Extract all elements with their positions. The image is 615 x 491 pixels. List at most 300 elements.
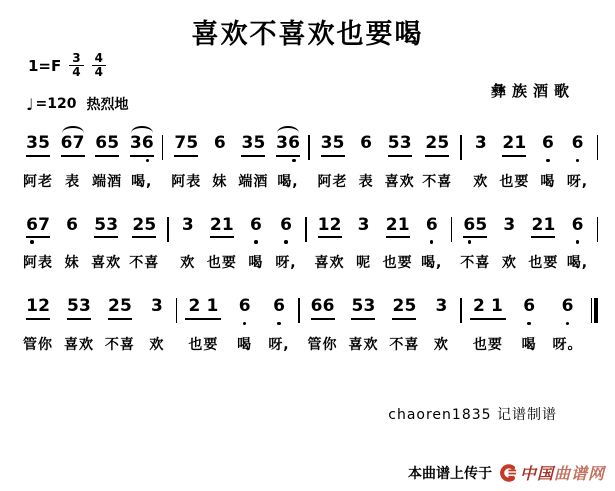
note-digit: 3 xyxy=(503,214,516,235)
note-digits xyxy=(214,134,226,157)
note-group xyxy=(91,208,121,273)
measure xyxy=(16,208,166,273)
note-digits xyxy=(241,134,265,157)
note-digits xyxy=(531,216,555,239)
note-digits xyxy=(250,216,262,239)
note-digit: 6 xyxy=(561,296,574,317)
lyric-syllable: 不喜 xyxy=(389,336,420,353)
note-digit: 5 xyxy=(186,133,199,153)
slur-space xyxy=(61,208,83,215)
slur-space xyxy=(389,126,411,133)
note-digit: 3 xyxy=(26,133,38,153)
note-digits xyxy=(280,216,292,239)
note-digits xyxy=(273,297,285,320)
slur-space xyxy=(426,126,448,133)
lyric-syllable: 表 xyxy=(65,173,81,190)
note-digits xyxy=(425,134,449,157)
c-staff-logo-icon xyxy=(499,464,517,482)
low-octave-dot xyxy=(566,322,570,326)
note-digits xyxy=(26,216,50,239)
note-group xyxy=(552,289,582,354)
note-digit: 3 xyxy=(181,214,194,235)
dot-slot xyxy=(543,240,555,246)
barline xyxy=(176,298,178,323)
octave-dot-row xyxy=(425,159,449,165)
note-digit: 1 xyxy=(514,133,527,153)
lyric-syllable: 欢 xyxy=(180,255,196,272)
note-digits xyxy=(67,297,91,320)
bar-stroke xyxy=(308,135,310,160)
dot-slot xyxy=(280,240,292,246)
octave-dot-row xyxy=(388,159,412,165)
note-digits xyxy=(388,134,412,157)
slur-space xyxy=(192,289,214,296)
dot-slot xyxy=(561,322,573,328)
note-digits xyxy=(502,134,526,157)
barline xyxy=(162,135,164,160)
final-barline xyxy=(591,298,599,323)
bar-stroke xyxy=(597,135,599,160)
note-digit: 2 xyxy=(425,133,438,153)
octave-dot-row xyxy=(542,159,554,165)
lyric-syllable: 阿表 xyxy=(171,173,202,190)
octave-dot-row xyxy=(95,159,119,165)
dot-slot xyxy=(38,159,50,165)
note-group xyxy=(528,208,558,273)
lyric-syllable: 喝, xyxy=(566,255,589,272)
dot-slot xyxy=(437,159,449,165)
dot-slot xyxy=(203,322,221,328)
lyric-syllable: 喝, xyxy=(277,173,299,190)
low-octave-dot xyxy=(146,159,150,163)
note-digit: 3 xyxy=(320,133,333,153)
note-digits xyxy=(185,297,221,320)
low-octave-dot xyxy=(546,159,550,163)
slur-space xyxy=(566,126,588,133)
note-digit: 5 xyxy=(437,133,450,153)
note-digit: 6 xyxy=(60,133,73,153)
note-digits xyxy=(210,216,234,239)
lyric-syllable: 也要 xyxy=(206,255,237,272)
slur-space xyxy=(209,126,231,133)
note-digit: 3 xyxy=(106,214,119,235)
note-group xyxy=(470,126,492,191)
note-group xyxy=(185,289,221,354)
dot-slot xyxy=(435,322,447,328)
dot-slot xyxy=(38,322,50,328)
octave-dot-row xyxy=(210,240,234,246)
note-group xyxy=(275,208,297,273)
low-octave-dot xyxy=(284,240,288,244)
slur-space xyxy=(245,208,267,215)
site-watermark xyxy=(408,461,605,484)
note-digits xyxy=(426,216,438,239)
octave-dot-row xyxy=(561,322,573,328)
bar-stroke xyxy=(298,298,300,323)
lyric-syllable: 妹 xyxy=(212,173,228,190)
note-digit: 3 xyxy=(363,296,376,317)
octave-dot-row xyxy=(239,322,251,328)
note-digits xyxy=(360,134,372,157)
note-digit: 1 xyxy=(221,214,234,235)
lyric-syllable: 欢 xyxy=(149,336,165,353)
note-group xyxy=(566,208,588,273)
lyric-syllable: 欢 xyxy=(473,173,489,190)
octave-dot-row xyxy=(463,240,487,246)
octave-dot-row xyxy=(280,240,292,246)
note-group xyxy=(460,208,490,273)
note-digit: 2 xyxy=(531,214,544,235)
score-line xyxy=(16,208,599,273)
lyric-syllable: 喝 xyxy=(540,173,556,190)
note-group xyxy=(389,289,419,354)
lyric-syllable: 不喜 xyxy=(104,336,135,353)
note-digit: 7 xyxy=(174,133,187,153)
bar-stroke xyxy=(167,217,169,242)
octave-dot-row xyxy=(426,240,438,246)
dot-slot xyxy=(210,240,222,246)
note-digit: 3 xyxy=(399,133,412,153)
dot-slot xyxy=(61,159,73,165)
song-title: 喜欢不喜欢也要喝 xyxy=(191,19,424,50)
octave-dot-row xyxy=(273,322,285,328)
octave-dot-row xyxy=(435,322,447,328)
quarter-note-icon: ♩ xyxy=(26,94,34,114)
bar-stroke xyxy=(460,135,462,160)
slur-space xyxy=(498,208,520,215)
transcriber-credit: chaoren1835 记谱制谱 xyxy=(388,407,557,423)
dot-slot xyxy=(488,322,506,328)
note-digit: 5 xyxy=(404,296,417,317)
slur-space xyxy=(27,126,49,133)
barline xyxy=(597,217,599,242)
bar-stroke xyxy=(176,298,178,323)
note-group xyxy=(385,126,415,191)
dot-slot xyxy=(400,159,412,165)
measure xyxy=(170,208,304,273)
note-digit: 6 xyxy=(360,133,372,153)
octave-dot-row xyxy=(358,240,370,246)
dot-slot xyxy=(333,159,345,165)
dot-slot xyxy=(571,240,583,246)
note-group xyxy=(421,208,443,273)
octave-dot-row xyxy=(502,159,526,165)
bar-stroke-thick xyxy=(594,298,598,323)
note-digit: 5 xyxy=(107,133,120,153)
note-digit: 3 xyxy=(435,296,448,317)
measure xyxy=(164,126,307,191)
dot-slot xyxy=(531,240,543,246)
octave-dot-row xyxy=(311,322,335,328)
lyric-syllable: 呀, xyxy=(566,173,589,190)
note-group xyxy=(234,289,256,354)
bar-stroke xyxy=(460,298,462,323)
slur-space xyxy=(387,208,409,215)
note-group xyxy=(23,208,53,273)
dot-slot xyxy=(106,240,118,246)
barline xyxy=(298,298,300,323)
note-group xyxy=(23,289,53,354)
dot-slot xyxy=(174,159,186,165)
lyric-syllable: 端酒 xyxy=(92,173,123,190)
note-digits xyxy=(239,297,251,320)
lyric-syllable: 表 xyxy=(358,173,374,190)
dot-slot xyxy=(426,240,438,246)
note-digit: 6 xyxy=(280,214,292,235)
barline xyxy=(597,135,599,160)
slur-space xyxy=(27,289,49,296)
note-group xyxy=(498,208,520,273)
note-digit: 5 xyxy=(475,214,488,235)
note-digit: 5 xyxy=(351,296,364,317)
dot-slot xyxy=(144,240,156,246)
slur-space xyxy=(275,208,297,215)
note-group xyxy=(23,126,53,191)
slur-space xyxy=(355,126,377,133)
octave-dot-row xyxy=(132,240,156,246)
note-group xyxy=(348,289,378,354)
lyric-syllable: 也要 xyxy=(382,255,413,272)
dot-slot xyxy=(214,159,226,165)
low-octave-dot xyxy=(576,240,580,244)
lyric-syllable: 管你 xyxy=(307,336,338,353)
note-digit: 6 xyxy=(523,296,536,317)
slur-space xyxy=(211,208,233,215)
time-signature-4-4: $\frac{4}{4}$ xyxy=(92,52,106,79)
lyric-syllable: 呀。 xyxy=(552,336,583,353)
slur-arc xyxy=(277,126,299,133)
lyric-syllable: 喝, xyxy=(131,173,153,190)
note-digits xyxy=(61,134,85,157)
note-digit: 3 xyxy=(241,133,254,153)
slur-space xyxy=(322,126,344,133)
note-digits xyxy=(435,297,447,320)
dot-slot xyxy=(151,322,163,328)
slur-space xyxy=(268,289,290,296)
lyric-syllable: 也要 xyxy=(499,173,530,190)
dot-slot xyxy=(79,322,91,328)
dot-slot xyxy=(95,159,107,165)
dot-slot xyxy=(425,159,437,165)
note-digits xyxy=(174,134,198,157)
dot-slot xyxy=(222,240,234,246)
note-group xyxy=(383,208,413,273)
dot-slot xyxy=(250,240,262,246)
low-octave-dot xyxy=(292,159,296,163)
octave-dot-row xyxy=(108,322,132,328)
note-group xyxy=(177,208,199,273)
dot-slot xyxy=(66,240,78,246)
barline xyxy=(308,135,310,160)
note-digit: 2 xyxy=(209,214,222,235)
low-octave-dot xyxy=(30,240,34,244)
octave-dot-row xyxy=(571,159,583,165)
slur-space xyxy=(532,208,554,215)
dot-slot xyxy=(142,159,154,165)
dot-slot xyxy=(107,159,119,165)
slur-space xyxy=(177,208,199,215)
note-digits xyxy=(132,216,156,239)
note-group xyxy=(470,289,506,354)
lyric-syllable: 欢 xyxy=(433,336,449,353)
note-digits xyxy=(358,216,370,239)
dot-slot xyxy=(463,240,475,246)
note-digit: 6 xyxy=(571,214,584,235)
dot-slot xyxy=(253,159,265,165)
dot-slot xyxy=(351,322,363,328)
dot-slot xyxy=(502,159,514,165)
octave-dot-row xyxy=(470,322,506,328)
site-logo xyxy=(499,461,605,484)
octave-dot-row xyxy=(360,159,372,165)
octave-dot-row xyxy=(571,240,583,246)
lyric-syllable: 妹 xyxy=(64,255,80,272)
tempo-expression: 热烈地 xyxy=(86,97,129,113)
note-digit: 2 xyxy=(329,214,342,235)
lyric-syllable: 呀, xyxy=(268,336,290,353)
barline xyxy=(460,135,462,160)
note-digits xyxy=(503,216,515,239)
dot-slot xyxy=(94,240,106,246)
note-digit: 6 xyxy=(141,133,154,153)
low-octave-dot xyxy=(254,240,258,244)
note-group xyxy=(276,126,300,191)
note-digit: 6 xyxy=(310,296,323,317)
note-digit: 5 xyxy=(94,214,107,235)
dot-slot xyxy=(475,240,487,246)
score xyxy=(0,126,615,371)
lyric-syllable: 呀, xyxy=(275,255,297,272)
low-octave-dot xyxy=(468,240,472,244)
lyric-syllable: 喜欢 xyxy=(384,173,415,190)
note-group xyxy=(61,208,83,273)
slur-space xyxy=(352,289,374,296)
note-digit: 3 xyxy=(129,133,142,153)
dot-slot xyxy=(542,159,554,165)
slur-space xyxy=(430,289,452,296)
note-group xyxy=(422,126,452,191)
note-digits xyxy=(542,134,554,157)
octave-dot-row xyxy=(151,322,163,328)
dot-slot xyxy=(323,322,335,328)
note-digit: 3 xyxy=(357,214,370,235)
note-group xyxy=(268,289,290,354)
lyric-syllable: 端酒 xyxy=(238,173,269,190)
dot-slot xyxy=(26,240,38,246)
lyric-syllable: 欢 xyxy=(501,255,517,272)
slur-space xyxy=(566,208,588,215)
note-group xyxy=(92,126,122,191)
bar-stroke xyxy=(597,217,599,242)
lyric-syllable: 不喜 xyxy=(422,173,453,190)
octave-dot-row xyxy=(531,240,555,246)
note-digits xyxy=(130,134,154,157)
dot-slot xyxy=(241,159,253,165)
octave-dot-row xyxy=(185,322,221,328)
key-prefix: 1=F xyxy=(28,56,62,75)
note-digit: 5 xyxy=(332,133,345,153)
lyric-syllable: 管你 xyxy=(23,336,53,353)
note-group xyxy=(499,126,529,191)
note-group xyxy=(353,208,375,273)
note-digits xyxy=(311,297,335,320)
note-digits xyxy=(463,216,487,239)
note-digit: 6 xyxy=(463,214,476,235)
note-digits xyxy=(182,216,194,239)
note-digits xyxy=(108,297,132,320)
note-group xyxy=(207,208,237,273)
tempo-value: =120 xyxy=(35,96,77,112)
note-digit: 7 xyxy=(72,133,85,153)
note-digits xyxy=(386,216,410,239)
low-octave-dot xyxy=(527,322,531,326)
slur-space xyxy=(109,289,131,296)
note-digit: 6 xyxy=(238,296,251,317)
dot-slot xyxy=(311,322,323,328)
note-digit: 6 xyxy=(288,133,300,153)
dot-slot xyxy=(360,159,372,165)
dot-slot xyxy=(470,322,488,328)
dot-slot xyxy=(404,322,416,328)
dot-slot xyxy=(523,322,535,328)
slur-space xyxy=(393,289,415,296)
lyric-syllable: 喜欢 xyxy=(314,255,345,272)
slur-space xyxy=(68,289,90,296)
note-digit: 2 xyxy=(107,296,120,317)
dot-slot xyxy=(475,159,487,165)
octave-dot-row xyxy=(523,322,535,328)
note-digit: 6 xyxy=(541,133,554,153)
lyric-syllable: 喝 xyxy=(248,255,264,272)
time-signature-3-4: $\frac{3}{4}$ xyxy=(69,52,83,79)
dot-slot xyxy=(185,322,203,328)
low-octave-dot xyxy=(430,240,434,244)
slur-space xyxy=(537,126,559,133)
note-digit: 3 xyxy=(474,133,487,153)
slur-arc xyxy=(62,126,84,133)
note-group xyxy=(238,126,268,191)
note-digit: 6 xyxy=(322,296,335,317)
dot-slot xyxy=(186,159,198,165)
slur-space xyxy=(146,289,168,296)
note-digit: 5 xyxy=(119,296,132,317)
dot-slot xyxy=(132,240,144,246)
dot-slot xyxy=(330,240,342,246)
dot-slot xyxy=(318,240,330,246)
dot-slot xyxy=(26,322,38,328)
octave-dot-row xyxy=(182,240,194,246)
lyric-syllable: 喝, xyxy=(421,255,443,272)
tempo-marking xyxy=(26,94,129,114)
note-digits xyxy=(475,134,487,157)
slur-space xyxy=(133,208,155,215)
bar-stroke xyxy=(591,298,593,323)
octave-dot-row xyxy=(66,240,78,246)
note-digit: 2 xyxy=(472,296,485,317)
slur-space xyxy=(503,126,525,133)
dot-slot xyxy=(386,240,398,246)
lyric-syllable: 喝 xyxy=(521,336,537,353)
dot-slot xyxy=(571,159,583,165)
note-group xyxy=(355,126,377,191)
site-name-primary: 中国 xyxy=(519,464,554,483)
measure xyxy=(311,126,460,191)
note-digits xyxy=(276,134,300,157)
lyric-syllable: 阿老 xyxy=(23,173,53,190)
dot-slot xyxy=(398,240,410,246)
note-group xyxy=(518,289,540,354)
octave-dot-row xyxy=(241,159,265,165)
